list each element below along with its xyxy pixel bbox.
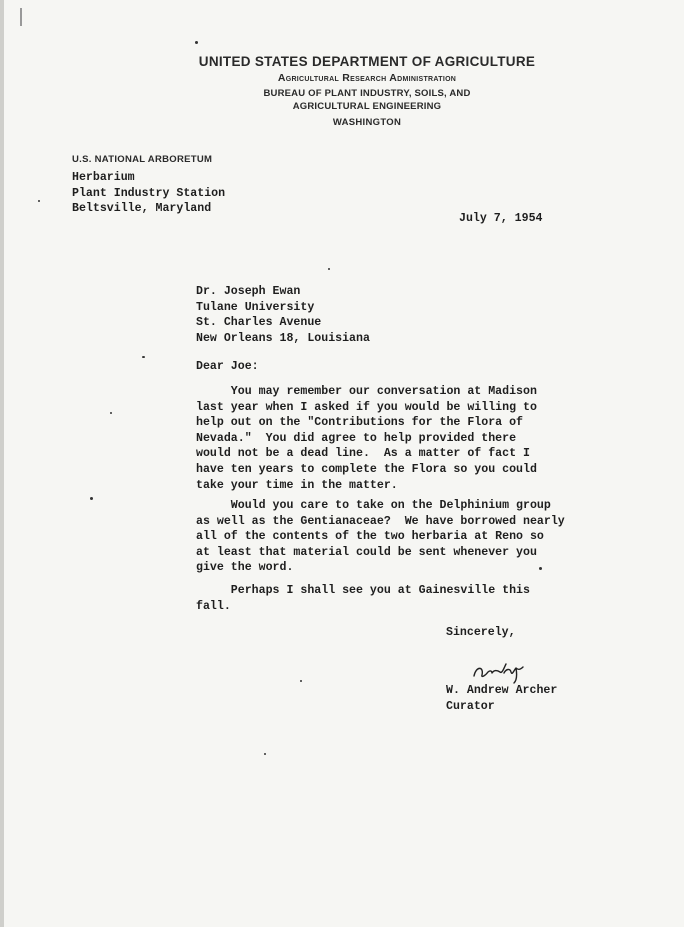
letterhead-administration: Agricultural Research Administration [277,72,457,84]
scan-edge [0,0,4,927]
body-line: Nevada." You did agree to help provided there [196,431,517,445]
sender-line: Plant Industry Station [72,186,226,200]
recipient-address [196,284,370,346]
letter-date: July 7, 1954 [459,212,543,225]
body-line: give the word. [196,561,294,575]
speck [264,753,266,755]
speck [38,200,40,202]
office-name: U.S. NATIONAL ARBORETUM [72,154,213,165]
letterhead-department: UNITED STATES DEPARTMENT OF AGRICULTURE [198,54,536,69]
body-line: at least that material could be sent whenever you [196,545,537,559]
body-line: You may remember our conversation at Madison [196,385,537,398]
letterhead-bureau-line2: AGRICULTURAL ENGINEERING [292,101,442,112]
closing: Sincerely, [446,626,516,639]
body-line: help out on the "Contributions for the Flora of [196,416,523,430]
speck [142,356,145,358]
body-line: Would you care to take on the Delphinium group [196,499,551,512]
letterhead-city: WASHINGTON [332,117,402,128]
body-line: last year when I asked if you would be willing to [196,400,537,414]
body-line: Perhaps I shall see you at Gainesville this [196,584,530,597]
sender-address [72,170,225,217]
letterhead-bureau-line1: BUREAU OF PLANT INDUSTRY, SOILS, AND [263,88,471,99]
speck [539,567,542,570]
recipient-line: St. Charles Avenue [196,316,322,330]
handwritten-signature [470,658,530,684]
recipient-line: Dr. Joseph Ewan [196,285,301,298]
sender-line: Beltsville, Maryland [72,202,212,216]
signer-name: W. Andrew Archer [446,684,558,697]
salutation: Dear Joe: [196,360,259,373]
recipient-line: Tulane University [196,300,315,314]
speck [328,268,330,270]
body-paragraph-3 [196,583,596,614]
scan-mark [20,8,22,26]
body-paragraph-1 [196,384,596,493]
recipient-line: New Orleans 18, Louisiana [196,331,370,345]
signer-title: Curator [446,699,495,713]
speck [110,412,112,414]
sender-line: Herbarium [72,171,135,184]
body-line: would not be a dead line. As a matter of fact I [196,447,530,461]
body-line: all of the contents of the two herbaria at Reno so [196,530,544,544]
speck [90,497,93,500]
body-line: fall. [196,599,231,613]
body-line: have ten years to complete the Flora so you could [196,462,537,476]
speck [300,680,302,682]
speck [195,41,198,44]
body-line: take your time in the matter. [196,478,398,492]
body-line: as well as the Gentianaceae? We have borrowed nearly [196,514,565,528]
body-paragraph-2 [196,498,596,576]
signer-block [446,683,557,714]
